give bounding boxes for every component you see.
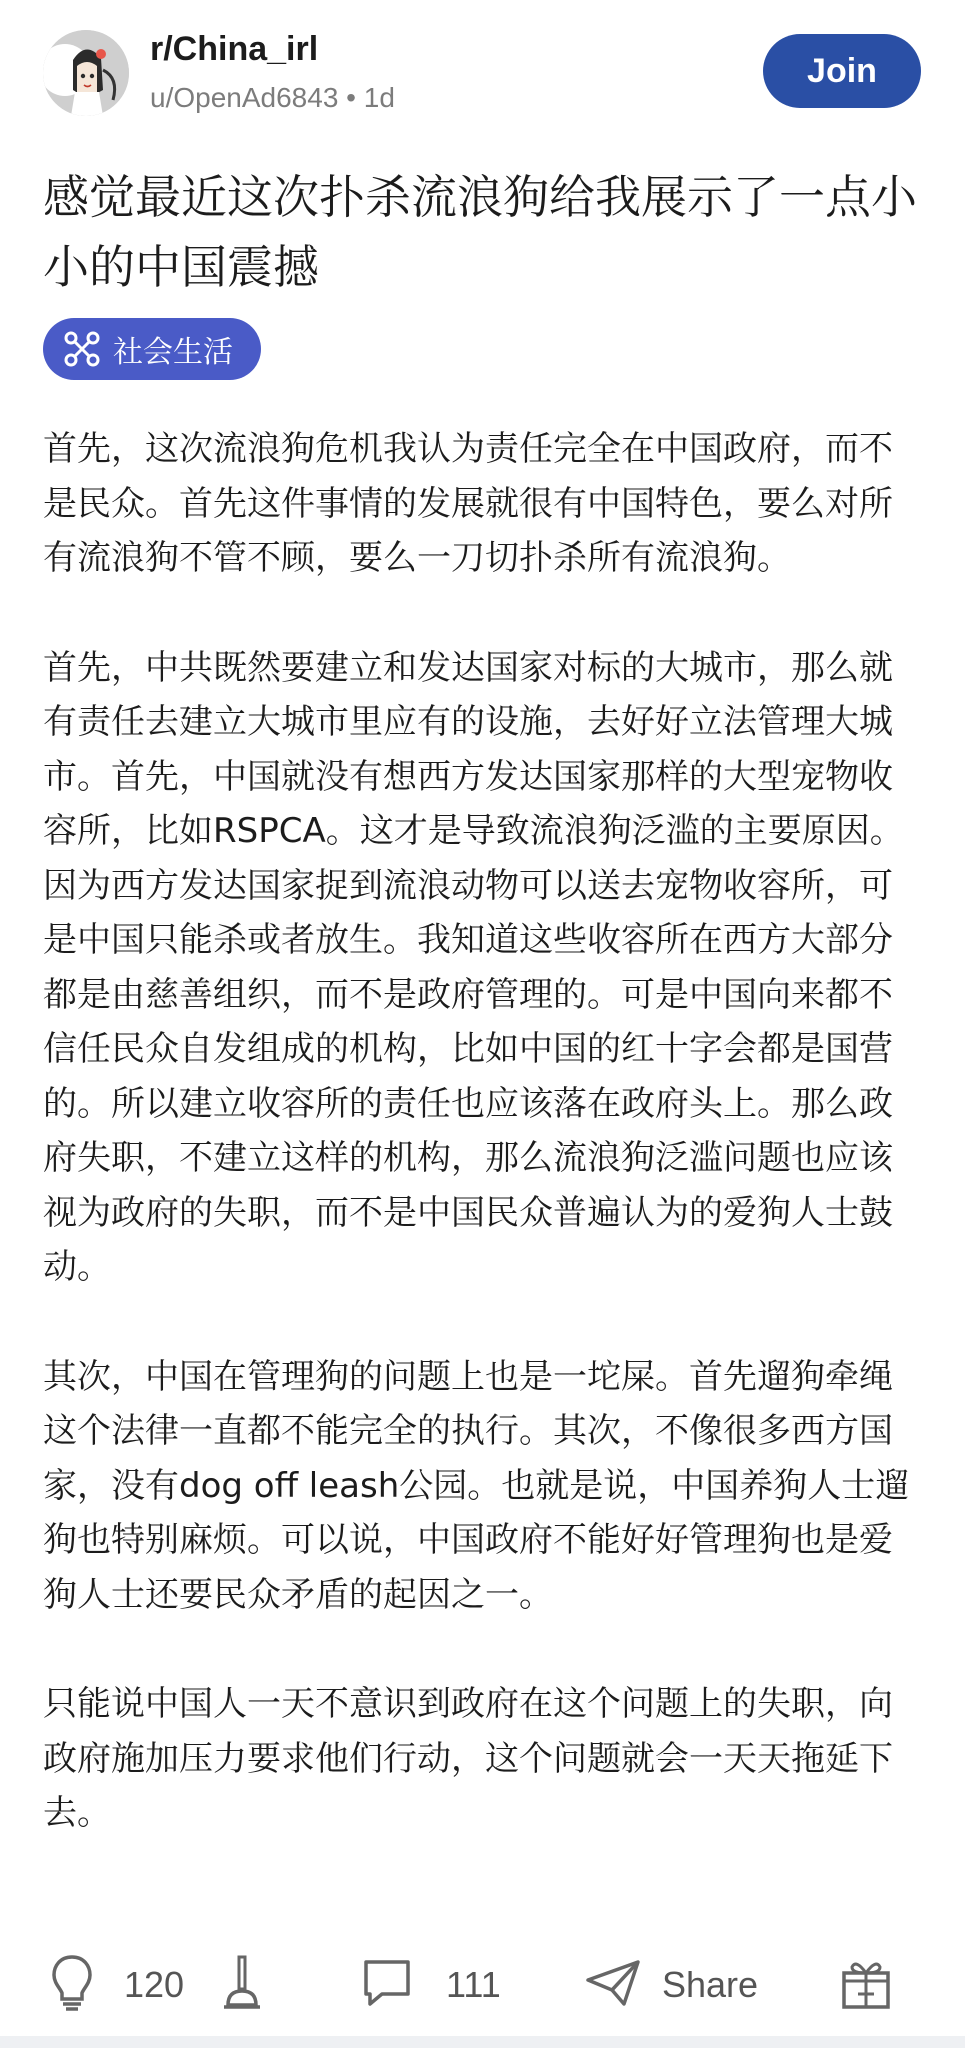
post-flair[interactable] [43, 318, 261, 380]
body-paragraph: 首先，这次流浪狗危机我认为责任完全在中国政府，而不是民众。首先这件事情的发展就很有中国特色，要么对所有流浪狗不管不顾，要么一刀切扑杀所有流浪狗。 [43, 429, 893, 578]
post-title: 感觉最近这次扑杀流浪狗给我展示了一点小小的中国震撼 [43, 170, 917, 294]
subreddit-avatar[interactable] [43, 30, 129, 116]
award-button[interactable] [838, 1940, 894, 2030]
share-button[interactable] [584, 1940, 758, 2030]
post-action-bar [0, 1940, 965, 2030]
share-label: Share [662, 1964, 759, 2005]
post-body [43, 422, 923, 1896]
body-paragraph: 首先，中共既然要建立和发达国家对标的大城市，那么就有责任去建立大城市里应有的设施，去好好立法管理大城市。首先，中国就没有想西方发达国家那样的大型宠物收容所，比如RSPCA。这才是导致流浪狗泛滥的主要原因。因为西方发达国家捉到流浪动物可以送去宠物收容所，可是中国只能杀或者放生。我知道这些收容所在西方大部分都是由慈善组织，而不是政府管理的。可是中国向来都不信任民众自发组成的机构，比如中国的红十字会都是国营的。所以建立收容所的责任也应该落在政府头上。那么政府失职，不建立这样的机构，那么流浪狗泛滥问题也应该视为政府的失职，而不是中国民众普遍认为的爱狗人士鼓动。 [43, 647, 904, 1287]
body-paragraph: 其次，中国在管理狗的问题上也是一坨屎。首先遛狗牵绳这个法律一直都不能完全的执行。其次，不像很多西方国家，没有dog off leash公园。也就是说，中国养狗人士遛狗也特别麻烦。可以说，中国政府不能好好管理狗也是爱狗人士还要民众矛盾的起因之一。 [43, 1356, 910, 1615]
gift-icon [838, 1955, 894, 2015]
post-age: 1d [363, 82, 395, 113]
lightbulb-icon [50, 1953, 94, 2017]
post-header [0, 0, 965, 130]
plunger-icon [222, 1953, 262, 2017]
body-paragraph: 只能说中国人一天不意识到政府在这个问题上的失职，向政府施加压力要求他们行动，这个问题就会一天天拖延下去。 [43, 1684, 893, 1833]
flair-label: 社会生活 [113, 335, 233, 370]
meta-separator: • [346, 82, 356, 113]
author-name[interactable]: u/OpenAd6843 [150, 82, 339, 113]
share-icon [584, 1958, 642, 2012]
post-meta [150, 82, 395, 114]
comment-count: 111 [446, 1964, 501, 2005]
network-icon [63, 330, 101, 368]
join-button[interactable]: Join [763, 34, 921, 108]
comment-icon [360, 1956, 414, 2014]
bottom-divider [0, 2036, 965, 2048]
downvote-button[interactable] [222, 1940, 262, 2030]
upvote-button[interactable] [50, 1940, 94, 2030]
comment-button[interactable] [360, 1940, 414, 2030]
subreddit-name[interactable]: r/China_irl [150, 30, 319, 68]
vote-count: 120 [124, 1964, 185, 2005]
